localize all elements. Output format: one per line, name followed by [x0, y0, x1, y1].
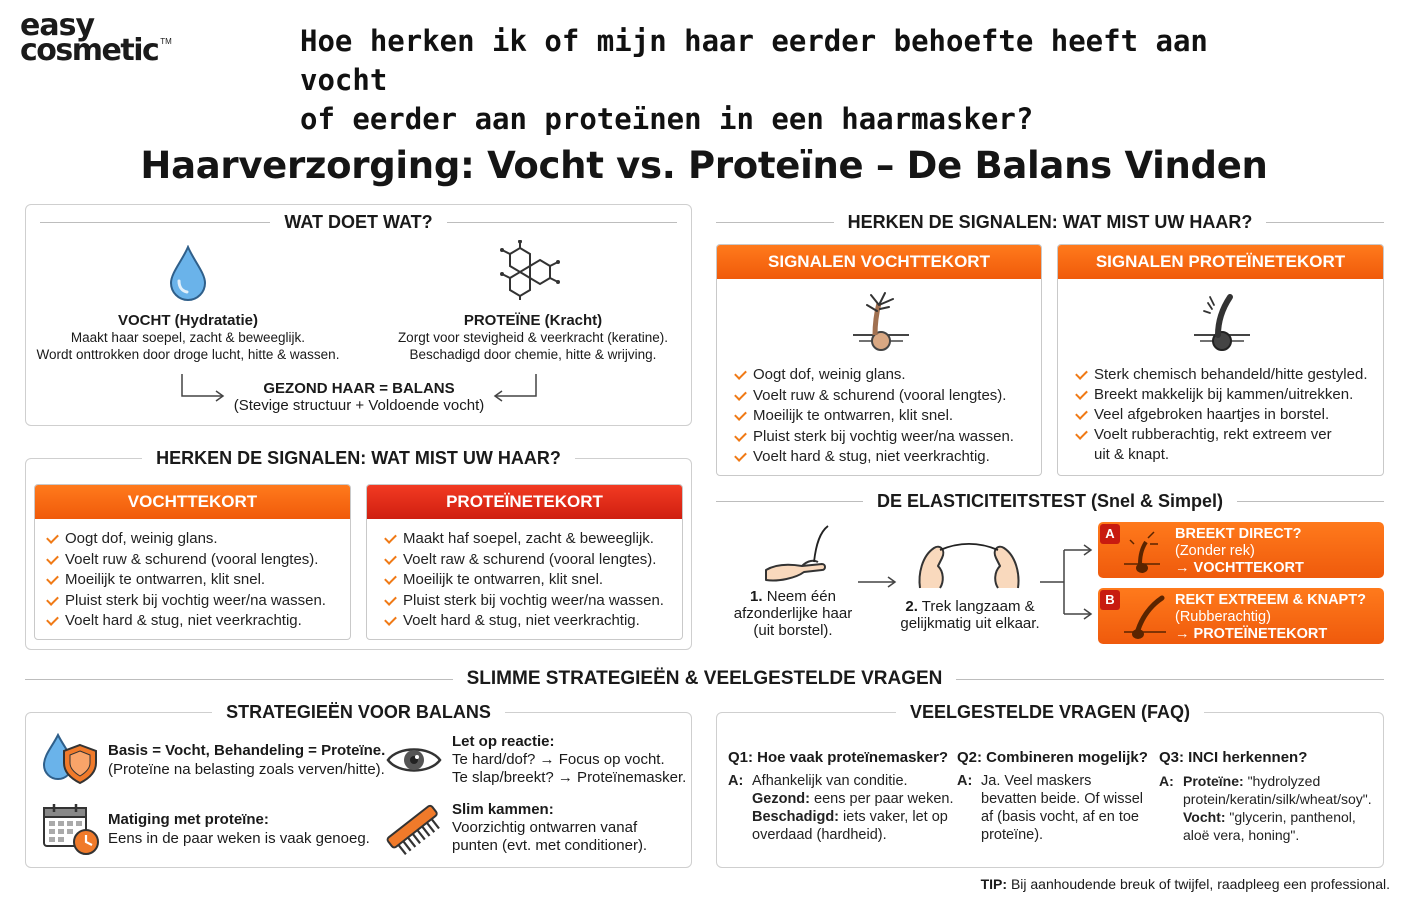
faq-item-3: [1159, 749, 1399, 844]
faq-question-2: Q2: Combineren mogelijk?: [957, 749, 1148, 766]
vochttekort-card-title: VOCHTTEKORT: [35, 485, 350, 519]
broken-hair-icon: [1190, 291, 1254, 355]
vochttekort-list: [35, 519, 350, 632]
faq-answer-2-line3: af (basis vocht, af en toe: [981, 809, 1139, 825]
calendar-clock-icon: [42, 802, 100, 856]
balance-subtitle: (Stevige structuur + Voldoende vocht): [233, 397, 485, 414]
result-a-text: [1175, 526, 1304, 577]
page-question: [300, 22, 1260, 139]
faq-answer-1-bold1: Gezond:: [752, 791, 810, 807]
proteine-line2: Beschadigd door chemie, hitte & wrijving.: [409, 347, 657, 362]
strategy-moderation-title: Matiging met proteïne:: [108, 811, 269, 828]
logo-line1: easy: [20, 8, 95, 43]
step1-line-b: afzonderlijke haar: [733, 605, 853, 622]
strategy-moderation: [108, 810, 378, 848]
result-b-line3: → PROTEÏNETEKORT: [1175, 626, 1328, 642]
strategies-header: [40, 702, 677, 723]
proteine-title: PROTEÏNE (Kracht): [463, 312, 603, 329]
faq-answer-1-bold2: Beschadigd:: [752, 809, 840, 825]
faq-answer-3-line4: aloë vera, honing".: [1183, 827, 1300, 843]
vocht-definition: [30, 312, 346, 363]
strategy-combing-title: Slim kammen:: [452, 801, 554, 818]
stretched-hair-icon: [1120, 594, 1170, 640]
list-item: Voelt ruw & schurend (vooral lengtes).: [731, 386, 1037, 407]
infographic-title: Haarverzorging: Vocht vs. Proteïne – De Balans Vinden: [140, 144, 1268, 187]
result-a-line3: → VOCHTTEKORT: [1175, 560, 1304, 576]
result-b-banner: [1098, 588, 1384, 644]
tip-note: [980, 876, 1390, 892]
hand-holding-hair-icon: [756, 524, 836, 586]
question-line2: of eerder aan proteïnen in een haarmasker?: [300, 102, 1034, 136]
tip-text: Bij aanhoudende breuk of twijfel, raadpleeg een professional.: [1007, 876, 1390, 892]
faq-title: VEELGESTELDE VRAGEN (FAQ): [896, 702, 1204, 723]
result-a-line2: (Zonder rek): [1175, 543, 1255, 559]
snapped-hair-icon: [1120, 530, 1164, 574]
question-line1: Hoe herken ik of mijn haar eerder behoefte heeft aan vocht: [300, 24, 1208, 97]
list-item: Sterk chemisch behandeld/hitte gestyled.: [1072, 365, 1380, 385]
faq-answer-label: A:: [728, 773, 744, 789]
strategy-basis-text: (Proteïne na belasting zoals verven/hitte).: [108, 761, 385, 778]
signalen-vochttekort-title: SIGNALEN VOCHTTEKORT: [717, 245, 1041, 279]
faq-answer-1-text2: iets vaker, let op: [839, 809, 948, 825]
balance-title: GEZOND HAAR = BALANS: [263, 380, 455, 397]
strategy-combing-line1: Voorzichtig ontwarren vanaf: [452, 819, 638, 836]
list-item: Pluist sterk bij vochtig weer/na wassen.: [731, 427, 1037, 448]
comb-icon: [384, 802, 444, 856]
list-item: Oogt dof, weinig glans.: [43, 529, 342, 550]
elasticity-header: [716, 491, 1384, 512]
faq-answer-2-line4: proteïne).: [981, 827, 1044, 843]
faq-answer-1-line4: overdaad (hardheid).: [752, 827, 887, 843]
step2-line-a: Trek langzaam &: [921, 598, 1035, 615]
elasticity-step1: [722, 588, 864, 639]
result-branch-arrows: [1038, 540, 1098, 624]
result-b-badge: B: [1100, 590, 1120, 610]
faq-answer-3-text2: "glycerin, panthenol,: [1225, 809, 1356, 825]
result-b-line2: (Rubberachtig): [1175, 609, 1271, 625]
faq-answer-label: A:: [957, 773, 973, 789]
faq-answer-2-line1: Ja. Veel maskers: [981, 773, 1092, 789]
step1-number: 1.: [750, 588, 763, 605]
brand-logo: [20, 8, 190, 68]
proteinetekort-card-title: PROTEÏNETEKORT: [367, 485, 682, 519]
faq-answer-label: A:: [1159, 773, 1174, 789]
list-item: Breekt makkelijk bij kammen/uitrekken.: [1072, 385, 1380, 405]
faq-question-3: Q3: INCI herkennen?: [1159, 749, 1308, 766]
faq-question-1: Q1: Hoe vaak proteïnemasker?: [728, 749, 949, 766]
list-item: Maakt haf soepel, zacht & beweeglijk.: [381, 529, 674, 550]
list-item: Pluist sterk bij vochtig weer/na wassen.: [381, 591, 674, 612]
faq-answer-3-line2: protein/keratin/silk/wheat/soy".: [1183, 791, 1372, 807]
faq-answer-2-line2: bevatten beide. Of wissel: [981, 791, 1144, 807]
result-a-line1: BREEKT DIRECT?: [1175, 526, 1302, 542]
proteinetekort-list: [367, 519, 682, 632]
signals-left-header: [40, 448, 677, 469]
elasticity-title: DE ELASTICITEITSTEST (Snel & Simpel): [876, 491, 1224, 511]
arrow-right-icon: [856, 574, 898, 590]
signalen-vochttekort-list: [731, 365, 1037, 468]
signalen-vochttekort-card: [716, 244, 1042, 476]
list-item: Voelt ruw & schurend (vooral lengtes).: [43, 550, 342, 571]
faq-item-1: [728, 749, 954, 844]
strategy-basis: [108, 741, 398, 779]
vochttekort-card: [34, 484, 351, 640]
step1-line-c: (uit borstel).: [753, 622, 833, 639]
water-drop-icon: [168, 245, 208, 301]
step2-number: 2.: [905, 598, 918, 615]
strategy-moderation-text: Eens in de paar weken is vaak genoeg.: [108, 830, 370, 847]
vocht-title: VOCHT (Hydratatie): [117, 312, 259, 329]
protein-molecule-icon: [498, 240, 566, 300]
step1-line-a: Neem één: [766, 588, 836, 605]
faq-answer-3-text1: "hydrolyzed: [1243, 773, 1321, 789]
vocht-line2: Wordt onttrokken door droge lucht, hitte & wassen.: [36, 347, 340, 362]
faq-answer-3-bold1: Proteïne:: [1183, 773, 1244, 789]
list-item: Moeilijk te ontwarren, klit snel.: [43, 570, 342, 591]
strategy-basis-title: Basis = Vocht, Behandeling = Proteïne.: [108, 742, 386, 759]
signals-left-title: HERKEN DE SIGNALEN: WAT MIST UW HAAR?: [142, 448, 575, 469]
smart-section-header: [25, 668, 1384, 690]
list-item: Voelt hard & stug, niet veerkrachtig.: [43, 611, 342, 632]
result-b-text: [1175, 592, 1366, 643]
list-item: Moeilijk te ontwarren, klit snel.: [381, 570, 674, 591]
list-item: Veel afgebroken haartjes in borstel.: [1072, 405, 1380, 425]
eye-icon: [386, 740, 442, 780]
result-a-badge: A: [1100, 524, 1120, 544]
signals-right-header: [716, 212, 1384, 233]
faq-item-2: [957, 749, 1157, 844]
hands-stretching-hair-icon: [914, 536, 1024, 592]
signals-right-title: HERKEN DE SIGNALEN: WAT MIST UW HAAR?: [847, 212, 1253, 232]
proteine-line1: Zorgt voor stevigheid & veerkracht (keratine).: [397, 330, 669, 345]
strategy-combing: [452, 801, 688, 855]
list-item: Voelt raw & schurend (vooral lengtes).: [381, 550, 674, 571]
dry-hair-icon: [849, 291, 913, 355]
logo-trademark: TM: [160, 36, 172, 46]
smart-section-title: SLIMME STRATEGIEËN & VEELGESTELDE VRAGEN: [466, 668, 943, 689]
signalen-proteinetekort-title: SIGNALEN PROTEÏNETEKORT: [1058, 245, 1383, 279]
list-item: Voelt rubberachtig, rekt extreem ver uit & knapt.: [1072, 425, 1380, 465]
faq-header: [731, 702, 1369, 723]
drop-shield-icon: [40, 733, 100, 785]
result-a-banner: [1098, 522, 1384, 578]
what-does-what-title: WAT DOET WAT?: [284, 212, 433, 232]
strategy-reaction-line2: Te slap/breekt? → Proteïnemasker.: [452, 769, 687, 786]
list-item: Voelt hard & stug, niet veerkrachtig.: [731, 447, 1037, 468]
faq-answer-1-line1: Afhankelijk van conditie.: [752, 773, 908, 789]
list-item: Moeilijk te ontwarren, klit snel.: [731, 406, 1037, 427]
strategies-title: STRATEGIEËN VOOR BALANS: [212, 702, 505, 723]
list-item: Oogt dof, weinig glans.: [731, 365, 1037, 386]
vocht-line1: Maakt haar soepel, zacht & beweeglijk.: [70, 330, 306, 345]
result-b-line1: REKT EXTREEM & KNAPT?: [1175, 592, 1366, 608]
strategy-reaction-title: Let op reactie:: [452, 733, 555, 750]
elasticity-step2: [886, 598, 1054, 632]
strategy-reaction: [452, 733, 688, 787]
strategy-combing-line2: punten (evt. met conditioner).: [452, 837, 648, 854]
proteine-definition: [378, 312, 688, 363]
strategy-reaction-line1: Te hard/dof? → Focus op vocht.: [452, 751, 665, 768]
what-does-what-header: [40, 212, 677, 233]
list-item: Voelt hard & stug, niet veerkrachtig.: [381, 611, 674, 632]
signalen-proteinetekort-card: [1057, 244, 1384, 476]
faq-answer-3-bold2: Vocht:: [1183, 809, 1226, 825]
faq-answer-1-text1: eens per paar weken.: [810, 791, 954, 807]
balance-box: [220, 380, 498, 414]
tip-label: TIP:: [980, 876, 1008, 892]
logo-line2: cosmetic: [20, 32, 159, 68]
signalen-proteinetekort-list: [1072, 365, 1380, 465]
step2-line-b: gelijkmatig uit elkaar.: [900, 615, 1040, 632]
proteinetekort-card: [366, 484, 683, 640]
list-item: Pluist sterk bij vochtig weer/na wassen.: [43, 591, 342, 612]
